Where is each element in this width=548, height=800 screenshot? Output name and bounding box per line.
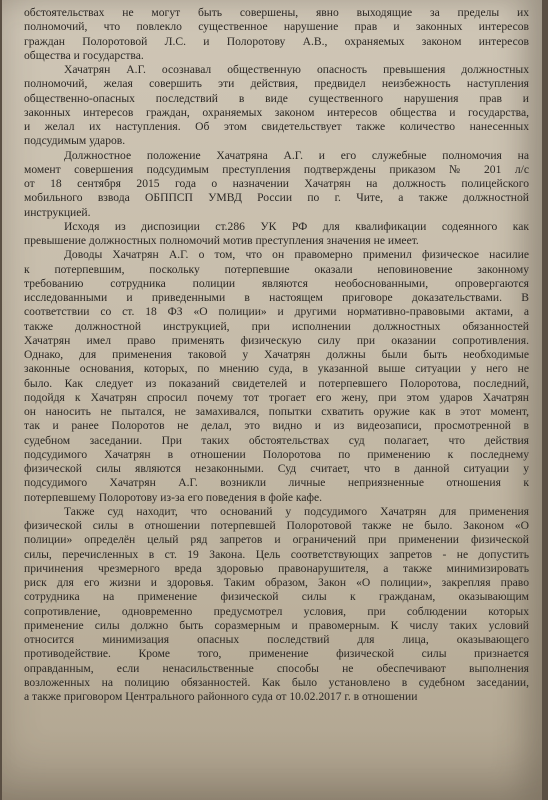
- paragraph: [24, 505, 529, 705]
- text-line: силы, перечисленных в ст. 19 Закона. Цель соответствующих запретов - не допустить: [24, 547, 529, 561]
- text-line: физической силы в отношении потерпевшей Полоротовой также не было. Законом «О: [24, 519, 529, 532]
- text-line: от 18 сентября 2015 года о назначении Хачатрян на должность полицейского: [24, 177, 529, 190]
- text-line: требованию сотрудника полиции являются необоснованными, опровергаются: [24, 276, 529, 290]
- text-line: превышение должностных полномочий мотив преступления значения не имеет.: [24, 234, 419, 247]
- text-line: риск для его жизни и здоровья. Таким образом, Закон «О полиции», закрепляя право: [24, 576, 529, 589]
- text-line: относится минимизация опасных последствий для лица, оказывающего: [24, 633, 529, 646]
- text-line: полиции» определён целый ряд запретов и ограничений при применении физической: [24, 533, 529, 547]
- text-line: противодействие. Кроме того, применение физической силы признается: [24, 647, 529, 661]
- document-text: [24, 6, 529, 704]
- text-line: так и ранее Полоротов не делал, это видно и из видеозаписи, просмотренной в: [24, 419, 529, 433]
- text-line: судебном заседании. При таких обстоятельствах суд полагает, что действия: [24, 433, 529, 447]
- text-line: Также суд находит, что оснований у подсудимого Хачатрян для применения: [64, 504, 529, 518]
- text-line: обстоятельствах не могут быть совершены, явно выходящие за пределы их: [24, 6, 529, 19]
- text-line: и желал их наступления. Об этом свидетельствует также количество нанесенных: [24, 120, 529, 133]
- text-line: исследованными и приведенными в настоящем приговоре доказательствами. В: [24, 291, 529, 304]
- paragraph: [24, 220, 529, 249]
- text-line: соответствии со ст. 18 ФЗ «О полиции» и другими нормативно-правовыми актами, а: [24, 305, 529, 319]
- text-line: момент совершения подсудимым преступления подтверждены приказом № 201 л/с: [24, 162, 529, 176]
- paragraph: [24, 149, 529, 220]
- text-line: сопротивление, одновременно предусмотрел условия, при соблюдении которых: [24, 604, 529, 618]
- text-line: возложенных на полицию обязанностей. Как было установлено в судебном заседании,: [24, 675, 529, 689]
- text-line: подсудимым ударов.: [24, 134, 126, 148]
- text-line: к потерпевшим, поскольку потерпевшие оказали неповиновение законному: [24, 262, 529, 276]
- text-line: подсудимого Хачатрян в отношении Полоротова по применению к последнему: [24, 447, 529, 461]
- text-line: Исходя из диспозиции ст.286 УК РФ для квалификации содеянного как: [64, 219, 529, 233]
- text-line: Хачатрян А.Г. осознавал общественную опасность превышения должностных: [64, 63, 529, 76]
- text-line: потерпевшему Полоротову из-за его поведения в фойе кафе.: [24, 490, 323, 504]
- text-line: а также приговором Центрального районного суда от 10.02.2017 г. в отношении: [24, 690, 418, 703]
- text-line: было. Как следует из показаний свидетелей и потерпевшего Полоротова, последний,: [24, 376, 529, 390]
- text-line: общественно-опасных последствий в виде существенного нарушения прав и: [24, 91, 529, 105]
- text-line: полномочий, желая совершить эти действия, предвидел неизбежность наступления: [24, 77, 529, 91]
- text-line: законные основания, которых, по мнению суда, в указанной выше ситуации у него не: [24, 362, 529, 376]
- text-line: Должностное положение Хачатряна А.Г. и его служебные полномочия на: [64, 148, 529, 162]
- text-line: также должностной инструкцией, при исполнении должностных обязанностей: [24, 319, 529, 333]
- text-line: законных интересов граждан, охраняемых законом интересов общества и государства,: [24, 105, 529, 119]
- text-line: физической силы являются незаконными. Суд считает, что в данной ситуации у: [24, 462, 529, 475]
- paragraph: [24, 63, 529, 149]
- text-line: полномочий, что повлекло существенное нарушение прав и законных интересов: [24, 20, 529, 34]
- text-line: мобильного взвода ОБППСП УМВД России по г. Чите, а также должностной: [24, 191, 529, 205]
- document-page: [2, 0, 542, 800]
- paragraph: [24, 6, 529, 63]
- text-line: общества и государства.: [24, 48, 144, 62]
- text-line: Доводы Хачатрян А.Г. о том, что он правомерно применил физическое насилие: [64, 248, 529, 262]
- text-line: подойдя к Хачатрян спросил почему тот трогает его жену, при этом ударов Хачатрян: [24, 390, 529, 404]
- text-line: инструкцией.: [24, 205, 91, 219]
- text-line: он наносить не пытался, не замахивался, попытки схватить оружие как в этот момент,: [24, 405, 529, 418]
- text-line: применение силы должно быть соразмерным и правомерным. К числу таких условий: [24, 618, 529, 632]
- text-line: сотрудника на применение физической силы к гражданам, оказывающим: [24, 590, 529, 604]
- paragraph: [24, 248, 529, 505]
- text-line: Однако, для применения таковой у Хачатрян должны были быть необходимые: [24, 348, 529, 361]
- text-line: Хачатрян имел право применять физическую силу при оказании сопротивления.: [24, 333, 529, 347]
- text-line: граждан Полоротовой Л.С. и Полоротову А.В., охраняемых законом интересов: [24, 34, 529, 48]
- text-line: причинения чрезмерного вреда здоровью правонарушителя, а также минимизировать: [24, 561, 529, 575]
- text-line: подсудимого Хачатрян А.Г. возникли личные неприязненные отношения к: [24, 476, 529, 490]
- text-line: оправданным, если ненасильственные способы не обеспечивают выполнения: [24, 661, 529, 675]
